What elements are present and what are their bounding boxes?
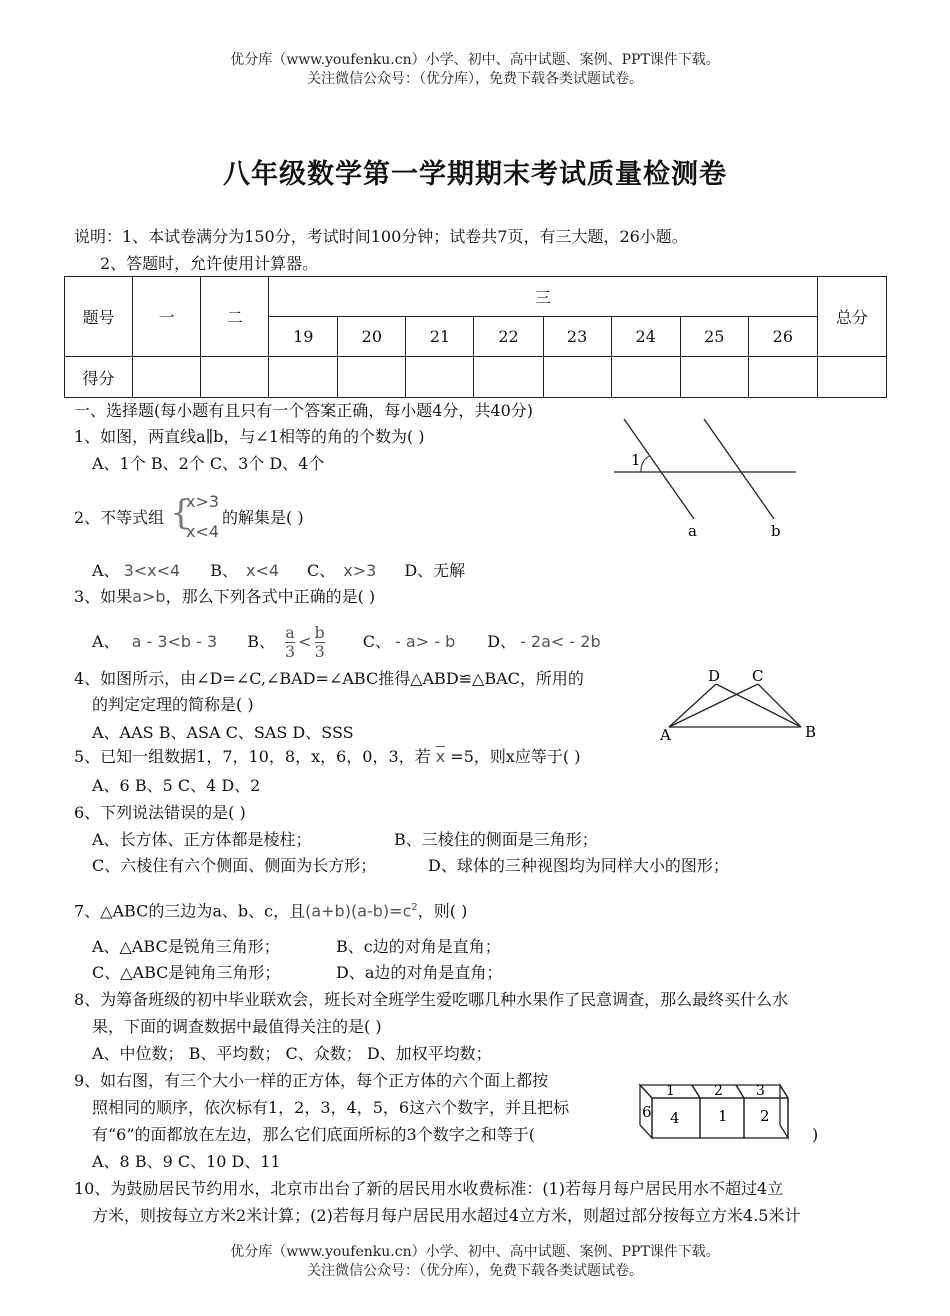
q3-b-num1: a: [285, 622, 295, 642]
label-D: D: [708, 667, 721, 685]
col-25: 25: [680, 317, 748, 357]
q4-figure: [656, 664, 826, 746]
q2-a-label: A、: [92, 561, 120, 580]
score-row-label: 得分: [65, 357, 133, 398]
q8-options: A、中位数； B、平均数； C、众数； D、加权平均数；: [92, 1044, 492, 1063]
cube1-top-label: 1: [666, 1083, 675, 1099]
q3-b-frac2: [315, 624, 325, 661]
q3-d-label: D、: [487, 632, 517, 651]
cube-left-label: 6: [642, 1103, 652, 1121]
cube2-front-label: 1: [718, 1107, 728, 1125]
q2-brace: {: [170, 493, 192, 533]
q3-a-value: a - 3<b - 3: [131, 632, 218, 651]
col-24: 24: [611, 317, 680, 357]
header-cell-part3: 三: [269, 277, 818, 317]
header-cell-part1: 一: [133, 277, 201, 357]
q3-stem: [74, 587, 375, 607]
label-b: b: [771, 522, 781, 540]
q7-expr: (a+b)(a-b)=c: [305, 901, 412, 921]
score-cell[interactable]: [817, 357, 886, 398]
q7-prefix: 7、△ABC的三边为a、b、c，且: [74, 901, 306, 921]
header-cell-total: 总分: [817, 277, 886, 357]
angle-arc: [641, 456, 649, 472]
q3-prefix: 3、如果: [74, 587, 133, 606]
q7-stem: [74, 898, 467, 921]
q7-suffix: ，则( ): [417, 901, 468, 921]
q3-b-den1: 3: [284, 641, 296, 661]
label-C: C: [752, 667, 764, 685]
score-cell[interactable]: [201, 357, 269, 398]
q8-line-1: 8、为筹备班级的初中毕业联欢会，班长对全班学生爱吃哪几种水果作了民意调查，那么最终买什么水: [74, 990, 789, 1009]
cube3-right: [780, 1085, 788, 1138]
q3-b-num2: b: [314, 622, 325, 642]
q6-option-d: D、球体的三种视图均为同样大小的图形；: [428, 856, 729, 875]
col-23: 23: [543, 317, 611, 357]
note-1: 说明：1、本试卷满分为150分，考试时间100分钟；试卷共7页，有三大题，26小题。: [74, 227, 688, 246]
label-A: A: [660, 726, 671, 744]
q2-prefix: 2、不等式组: [74, 508, 165, 527]
q2-d: D、无解: [404, 561, 466, 580]
q3-b-label: B、: [247, 632, 275, 651]
q2-b-value: x<4: [245, 561, 280, 580]
footer-line-2: 关注微信公众号：（优分库），免费下载各类试题试卷。: [307, 1263, 643, 1279]
q3-b-lt: <: [298, 632, 312, 651]
line-b: [704, 419, 774, 519]
q3-c-label: C、: [362, 632, 392, 651]
q2-a-value: 3<x<4: [123, 561, 181, 580]
q4-line-2: 的判定定理的简称是( ): [92, 695, 254, 714]
footer-line-1: 优分库（www.youfenku.cn）小学、初中、高中试题、案例、PPT课件下载。: [230, 1244, 720, 1260]
q7-option-d: D、a边的对角是直角；: [336, 963, 503, 982]
score-cell[interactable]: [269, 357, 338, 398]
q7-option-c: C、△ABC是钝角三角形；: [92, 963, 281, 982]
q3-b-den2: 3: [314, 641, 325, 661]
q9-cubes-figure: [636, 1080, 806, 1142]
q9-line-2: 照相同的顺序，依次标有1，2，3，4，5，6这六个数字，并且把标: [92, 1098, 570, 1117]
score-cell[interactable]: [748, 357, 817, 398]
q10-line-1: 10、为鼓励居民节约用水，北京市出台了新的居民用水收费标准：(1)若每月每户居民用水不超过4立: [74, 1179, 784, 1198]
score-cell[interactable]: [338, 357, 406, 398]
score-cell[interactable]: [543, 357, 611, 398]
header-line-1: 优分库（www.youfenku.cn）小学、初中、高中试题、案例、PPT课件下载。: [230, 52, 720, 68]
score-cell[interactable]: [474, 357, 543, 398]
score-cell[interactable]: [133, 357, 201, 398]
q8-line-2: 果，下面的调查数据中最值得关注的是( ): [92, 1017, 382, 1036]
q3-c-value: - a> - b: [395, 632, 456, 651]
q2-suffix: 的解集是( ): [222, 508, 304, 527]
cube3-top-label: 3: [756, 1083, 765, 1099]
col-20: 20: [338, 317, 406, 357]
q6-option-b: B、三棱住的侧面是三角形；: [394, 830, 598, 849]
segment-AD: [669, 684, 716, 727]
q2-options: [92, 561, 465, 581]
score-table: [64, 276, 887, 398]
q9-line-1: 9、如右图，有三个大小一样的正方体，每个正方体的六个面上都按: [74, 1071, 549, 1090]
q9-close-paren: ): [812, 1125, 819, 1144]
segment-DB: [716, 684, 801, 727]
cube3-front-label: 2: [760, 1107, 770, 1125]
q4-line-1: 4、如图所示，由∠D=∠C,∠BAD=∠ABC推得△ABD≌△BAC，所用的: [74, 669, 584, 688]
section-1-title: 一、选择题(每小题有且只有一个答案正确，每小题4分，共40分): [74, 401, 534, 420]
score-cell[interactable]: [611, 357, 680, 398]
segment-AC: [669, 684, 758, 727]
q1-options: A、1个 B、2个 C、3个 D、4个: [92, 454, 325, 473]
q4-options: A、AAS B、ASA C、SAS D、SSS: [92, 723, 354, 742]
cube2-top-label: 2: [714, 1083, 723, 1099]
q3-d-value: - 2a< - 2b: [520, 632, 601, 651]
q2-c-label: C、: [307, 561, 336, 580]
q2-ineq1: x>3: [186, 492, 220, 511]
q10-line-2: 方米，则按每立方米2米计算；(2)若每月每户居民用水超过4立方米，则超过部分按每立方米4.5米计: [92, 1206, 801, 1225]
col-26: 26: [748, 317, 817, 357]
q5-xbar: x: [435, 747, 446, 766]
q3-condition: a>b: [132, 587, 166, 606]
q5-options: A、6 B、5 C、4 D、2: [92, 776, 261, 795]
score-cell[interactable]: [406, 357, 474, 398]
page-title: 八年级数学第一学期期末考试质量检测卷: [223, 159, 727, 190]
q7-option-a: A、△ABC是锐角三角形；: [92, 937, 280, 956]
header-cell-part2: 二: [201, 277, 269, 357]
col-21: 21: [406, 317, 474, 357]
line-a: [624, 419, 694, 519]
q3-suffix: ，那么下列各式中正确的是( ): [165, 587, 376, 606]
q1-stem: 1、如图，两直线a∥b，与∠1相等的角的个数为( ): [74, 427, 425, 446]
q5-stem: [74, 747, 580, 767]
q9-line-3: 有“6”的面都放在左边，那么它们底面所标的3个数字之和等于(: [92, 1125, 535, 1144]
q1-figure: [600, 415, 810, 545]
q2-b-label: B、: [210, 561, 238, 580]
header-line-2: 关注微信公众号：（优分库），免费下载各类试题试卷。: [307, 71, 643, 87]
q7-sup: 2: [411, 902, 418, 913]
segment-CB: [758, 684, 801, 727]
q6-stem: 6、下列说法错误的是( ): [74, 803, 246, 822]
q3-b-frac1: [285, 624, 295, 661]
note-2: 2、答题时，允许使用计算器。: [100, 254, 319, 273]
q2-c-value: x>3: [343, 561, 377, 580]
q6-option-c: C、六棱住有六个侧面、侧面为长方形；: [92, 856, 377, 875]
label-a: a: [688, 522, 697, 540]
header-cell-tihao: 题号: [65, 277, 133, 357]
angle-label: 1: [631, 451, 641, 469]
q3-options: [92, 620, 601, 664]
col-22: 22: [474, 317, 543, 357]
col-19: 19: [269, 317, 338, 357]
q5-suffix: =5，则x应等于( ): [445, 747, 581, 766]
q5-prefix: 5、已知一组数据1，7，10，8，x，6，0，3，若: [74, 747, 436, 766]
q3-a-label: A、: [92, 632, 120, 651]
q7-option-b: B、c边的对角是直角；: [336, 937, 501, 956]
q9-options: A、8 B、9 C、10 D、11: [92, 1152, 281, 1171]
score-cell[interactable]: [680, 357, 748, 398]
label-B: B: [805, 723, 817, 741]
q2-ineq2: x<4: [186, 522, 220, 541]
q6-option-a: A、长方体、正方体都是棱柱；: [92, 830, 312, 849]
cube1-front-label: 4: [670, 1109, 680, 1127]
